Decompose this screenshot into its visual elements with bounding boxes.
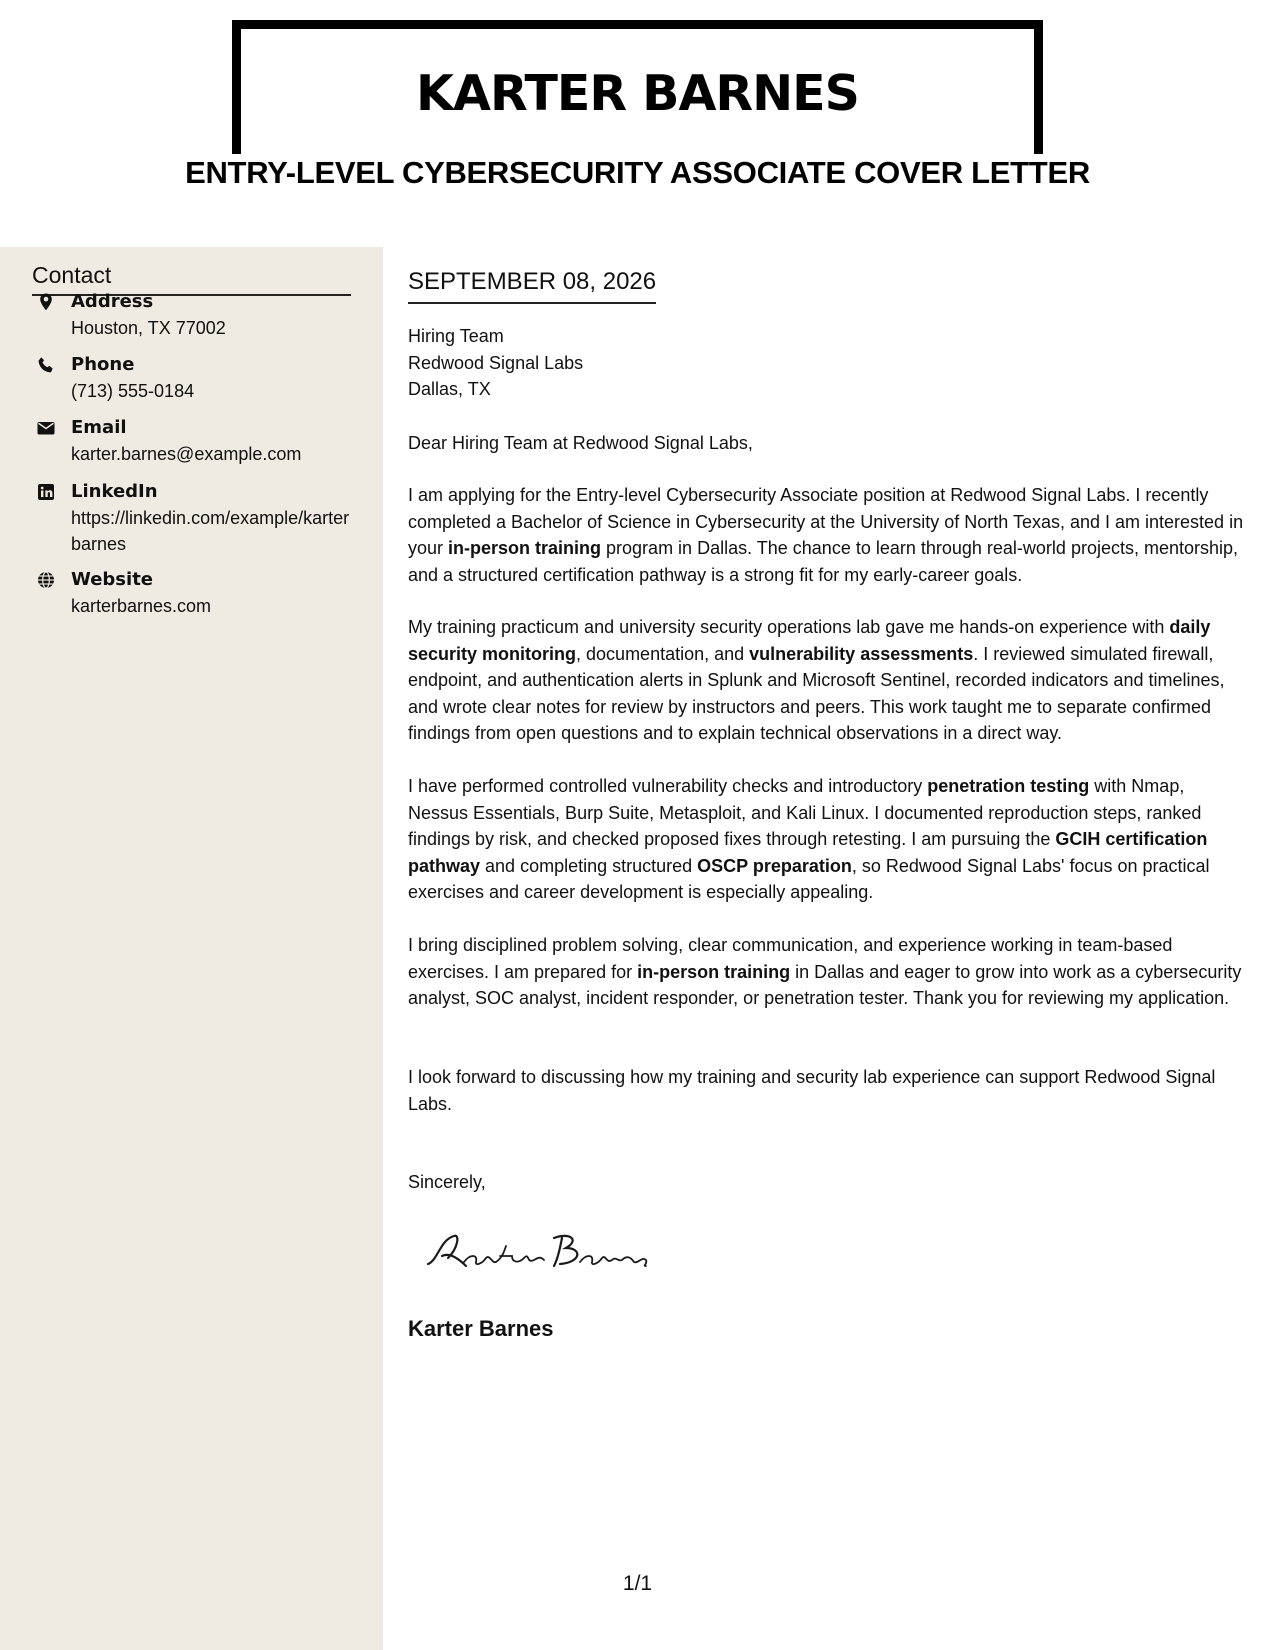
website-value[interactable]: karterbarnes.com <box>71 596 212 616</box>
contact-label: Address <box>71 291 154 312</box>
recipient-line: Dallas, TX <box>408 379 491 399</box>
email-value[interactable]: karter.barnes@example.com <box>71 444 302 464</box>
salutation: Dear Hiring Team at Redwood Signal Labs, <box>408 433 753 453</box>
phone-value: (713) 555-0184 <box>71 381 195 401</box>
document-title: ENTRY-LEVEL CYBERSECURITY ASSOCIATE COVER LETTER <box>185 155 1090 190</box>
linkedin-value[interactable]: https://linkedin.com/example/karterbarnes <box>71 508 350 554</box>
paragraph: My training practicum and university security operations lab gave me hands-on experience with daily security monitoring, documentation, and vulnerability assessments. I reviewed simulated firewall, endpoint, and authentication alerts in Splunk and Microsoft Sentinel, recorded indicators and timelines, and wrote clear notes for review by instructors and peers. This work taught me to separate confirmed findings from open questions and to explain technical observations in a direct way. <box>408 617 1225 743</box>
emphasis-text: vulnerability assessments <box>749 643 974 664</box>
globe-icon <box>36 570 56 590</box>
emphasis-text: GCIH certification pathway <box>408 829 1208 876</box>
contact-sidebar <box>0 247 383 1650</box>
emphasis-text: daily security monitoring <box>408 617 1211 664</box>
paragraph: I am applying for the Entry-level Cybersecurity Associate position at Redwood Signal Labs. I recently completed a Bachelor of Science in Cybersecurity at the University of North Texas, and I am interested in your in-person training program in Dallas. The chance to learn through real-world projects, mentorship, and a structured certification pathway is a strong fit for my early-career goals. <box>408 485 1244 585</box>
linkedin-icon <box>36 482 56 502</box>
contact-label: LinkedIn <box>71 481 158 502</box>
map-pin-icon <box>36 292 56 312</box>
envelope-icon <box>36 418 56 438</box>
closing: Sincerely, <box>408 1172 486 1192</box>
emphasis-text: in-person training <box>448 538 602 558</box>
emphasis-text: OSCP preparation <box>697 855 852 876</box>
address-value: Houston, TX 77002 <box>71 318 226 338</box>
emphasis-text: penetration testing <box>927 776 1090 796</box>
paragraph: I have performed controlled vulnerability checks and introductory penetration testing with Nmap, Nessus Essentials, Burp Suite, Metasploit, and Kali Linux. I documented reproduction steps, ranked findings by risk, and checked proposed fixes through retesting. I am pursuing the GCIH certification pathway and completing structured OSCP preparation, so Redwood Signal Labs' focus on practical exercises and career development is especially appealing. <box>408 776 1210 902</box>
contact-label: Email <box>71 417 127 438</box>
contact-label: Website <box>71 569 154 590</box>
recipient-block <box>408 323 583 403</box>
recipient-line: Redwood Signal Labs <box>408 352 584 373</box>
signer-name: Karter Barnes <box>408 1316 554 1341</box>
phone-icon <box>36 355 56 375</box>
letter-date: SEPTEMBER 08, 2026 <box>408 265 656 304</box>
page-number: 1/1 <box>622 1572 653 1595</box>
emphasis-text: in-person training <box>637 961 791 982</box>
paragraph: I look forward to discussing how my training and security lab experience can support Redwood Signal Labs. <box>408 1067 1216 1114</box>
contact-label: Phone <box>71 354 135 375</box>
applicant-name: KARTER BARNES <box>416 65 859 122</box>
contact-heading: Contact <box>32 259 351 296</box>
paragraph: I bring disciplined problem solving, clear communication, and experience working in team-based exercises. I am prepared for in-person training in Dallas and eager to grow into work as a cybersecurity analyst, SOC analyst, incident responder, or penetration tester. Thank you for reviewing my application. <box>408 935 1242 1008</box>
handwritten-signature <box>420 1222 660 1282</box>
recipient-line: Hiring Team <box>408 326 504 346</box>
